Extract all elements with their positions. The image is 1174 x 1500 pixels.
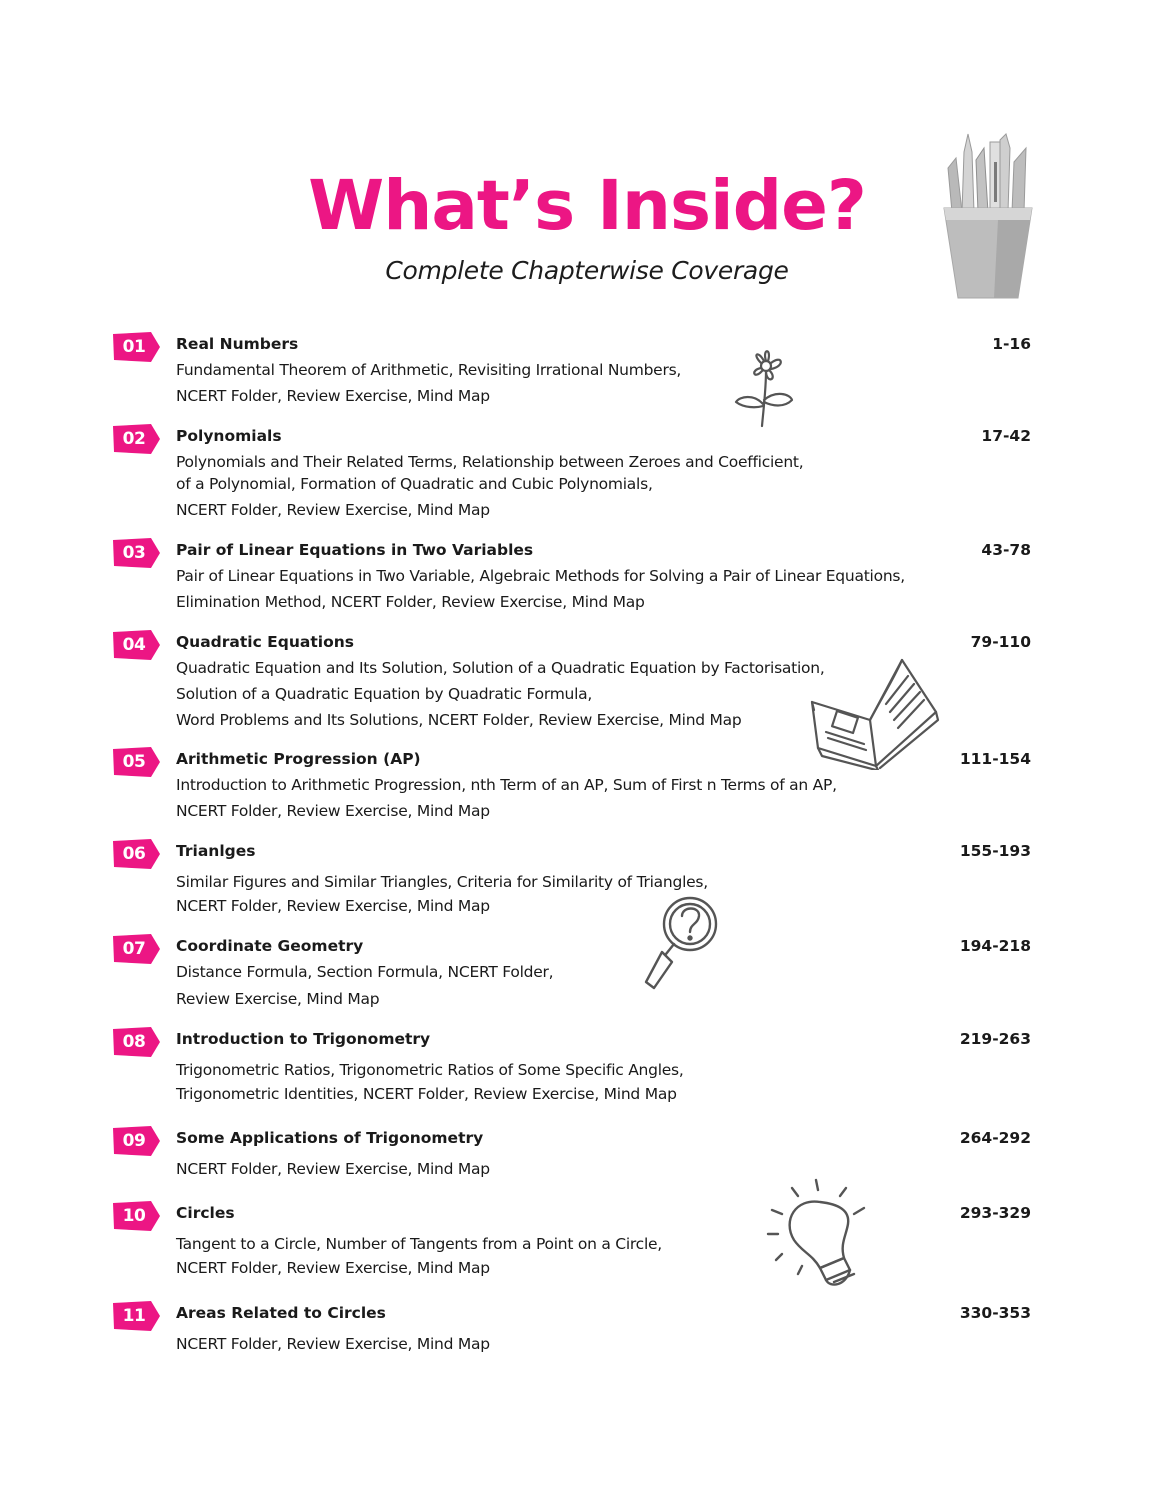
chapter-title: Coordinate Geometry [176, 937, 364, 955]
chapter-number: 04 [122, 635, 146, 655]
chapter-number: 06 [122, 844, 146, 864]
chapter-topics-line: Solution of a Quadratic Equation by Quadratic Formula, [176, 685, 593, 703]
light-bulb-icon [764, 1174, 872, 1292]
chapter-badge [113, 1201, 161, 1231]
chapter-topics-line: Word Problems and Its Solutions, NCERT Folder, Review Exercise, Mind Map [176, 711, 742, 729]
pencil-cup-icon [938, 132, 1038, 300]
chapter-number: 01 [122, 337, 146, 357]
chapter-number: 02 [122, 429, 146, 449]
chapter-topics-line: Quadratic Equation and Its Solution, Solution of a Quadratic Equation by Factorisation, [176, 659, 825, 677]
chapter-pages: 155-193 [959, 842, 1031, 860]
chapter-pages: 264-292 [959, 1129, 1031, 1147]
chapter-title: Some Applications of Trigonometry [176, 1129, 484, 1147]
chapter-badge [113, 1126, 161, 1156]
chapter-title: Areas Related to Circles [176, 1304, 386, 1322]
chapter-topics-line: NCERT Folder, Review Exercise, Mind Map [176, 897, 490, 915]
chapter-pages: 79-110 [970, 633, 1031, 651]
chapter-pages: 17-42 [981, 427, 1031, 445]
chapter-title: Introduction to Trigonometry [176, 1030, 431, 1048]
chapter-topics-line: NCERT Folder, Review Exercise, Mind Map [176, 1259, 490, 1277]
chapter-badge [113, 747, 161, 777]
chapter-topics-line: of a Polynomial, Formation of Quadratic and Cubic Polynomials, [176, 475, 653, 493]
chapter-topics-line: NCERT Folder, Review Exercise, Mind Map [176, 501, 490, 519]
chapter-topics-line: Tangent to a Circle, Number of Tangents from a Point on a Circle, [176, 1235, 662, 1253]
chapter-number: 08 [122, 1032, 146, 1052]
chapter-badge [113, 332, 161, 362]
chapter-pages: 330-353 [959, 1304, 1031, 1322]
chapter-pages: 293-329 [959, 1204, 1031, 1222]
chapter-title: Circles [176, 1204, 235, 1222]
chapter-topics-line: Review Exercise, Mind Map [176, 990, 380, 1008]
chapter-topics-line: Elimination Method, NCERT Folder, Review Exercise, Mind Map [176, 593, 645, 611]
page-title: What’s Inside? [308, 166, 866, 246]
chapter-number: 11 [122, 1306, 146, 1326]
page-subtitle: Complete Chapterwise Coverage [385, 256, 789, 285]
chapter-topics-line: Pair of Linear Equations in Two Variable, Algebraic Methods for Solving a Pair of Linear Equations, [176, 567, 905, 585]
chapter-title: Real Numbers [176, 335, 299, 353]
chapter-topics-line: Introduction to Arithmetic Progression, nth Term of an AP, Sum of First n Terms of an AP, [176, 776, 837, 794]
chapter-topics-line: Trigonometric Identities, NCERT Folder, Review Exercise, Mind Map [176, 1085, 677, 1103]
chapter-number: 10 [122, 1206, 146, 1226]
flower-icon [732, 344, 798, 430]
chapter-title: Polynomials [176, 427, 282, 445]
chapter-topics-line: Distance Formula, Section Formula, NCERT Folder, [176, 963, 554, 981]
chapter-badge [113, 839, 161, 869]
chapter-badge [113, 934, 161, 964]
chapter-number: 07 [122, 939, 146, 959]
chapter-pages: 194-218 [959, 937, 1031, 955]
chapter-topics-line: NCERT Folder, Review Exercise, Mind Map [176, 1335, 490, 1353]
chapter-pages: 1-16 [992, 335, 1031, 353]
chapter-pages: 111-154 [959, 750, 1031, 768]
chapter-number: 05 [122, 752, 146, 772]
chapter-topics-line: Trigonometric Ratios, Trigonometric Ratios of Some Specific Angles, [176, 1061, 684, 1079]
chapter-topics-line: NCERT Folder, Review Exercise, Mind Map [176, 387, 490, 405]
chapter-topics-line: NCERT Folder, Review Exercise, Mind Map [176, 1160, 490, 1178]
chapter-topics-line: Polynomials and Their Related Terms, Relationship between Zeroes and Coefficient, [176, 453, 804, 471]
chapter-title: Arithmetic Progression (AP) [176, 750, 421, 768]
chapter-badge [113, 538, 161, 568]
chapter-topics-line: Similar Figures and Similar Triangles, Criteria for Similarity of Triangles, [176, 873, 708, 891]
chapter-title: Pair of Linear Equations in Two Variables [176, 541, 534, 559]
chapter-badge [113, 424, 161, 454]
chapter-title: Quadratic Equations [176, 633, 354, 651]
chapter-badge [113, 630, 161, 660]
chapter-badge [113, 1027, 161, 1057]
chapter-number: 09 [122, 1131, 146, 1151]
chapter-topics-line: NCERT Folder, Review Exercise, Mind Map [176, 802, 490, 820]
chapter-number: 03 [122, 543, 146, 563]
open-book-icon [806, 654, 940, 770]
chapter-pages: 219-263 [959, 1030, 1031, 1048]
magnifier-question-icon [644, 894, 722, 992]
chapter-badge [113, 1301, 161, 1331]
chapter-pages: 43-78 [981, 541, 1031, 559]
chapter-title: Trianlges [176, 842, 256, 860]
chapter-topics-line: Fundamental Theorem of Arithmetic, Revisiting Irrational Numbers, [176, 361, 682, 379]
